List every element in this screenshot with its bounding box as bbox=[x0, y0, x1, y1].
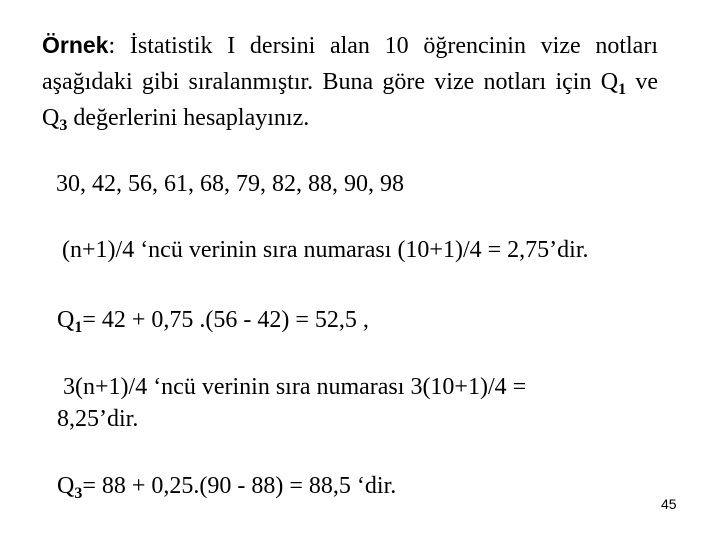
q1-calculation bbox=[57, 304, 369, 336]
q3-subscript: 3 bbox=[59, 117, 68, 134]
q1-rank-formula: (n+1)/4 ‘ncü verinin sıra numarası (10+1)/4 = 2,75’dir. bbox=[62, 237, 589, 263]
q3-rank-line2: 8,25’dir. bbox=[57, 406, 139, 432]
q3-symbol: Q bbox=[57, 473, 75, 499]
q1-subscript: 1 bbox=[618, 81, 627, 98]
q3-rank-formula bbox=[57, 371, 657, 435]
q3-calc-subscript: 3 bbox=[74, 485, 83, 502]
q1-formula: = 42 + 0,75 .(56 - 42) = 52,5 , bbox=[82, 307, 369, 333]
q1-symbol: Q bbox=[57, 307, 75, 333]
problem-text-part3: değerlerini hesaplayınız. bbox=[67, 105, 310, 131]
problem-text-part1: : İstatistik I dersini alan 10 öğrencinin vize notları aşağıdaki gibi sıralanmıştır. Buna göre vize notları için Q bbox=[42, 33, 658, 95]
q1-calc-subscript: 1 bbox=[74, 319, 83, 336]
sorted-data-values: 30, 42, 56, 61, 68, 79, 82, 88, 90, 98 bbox=[56, 171, 404, 197]
problem-text-part2: ve Q bbox=[42, 69, 658, 131]
q3-rank-line1: 3(n+1)/4 ‘ncü verinin sıra numarası 3(10+1)/4 = bbox=[63, 374, 527, 400]
page-number: 45 bbox=[661, 496, 677, 512]
q3-calculation bbox=[57, 470, 396, 502]
example-label: Örnek bbox=[42, 32, 109, 58]
q3-formula: = 88 + 0,25.(90 - 88) = 88,5 ‘dir. bbox=[82, 473, 397, 499]
problem-statement bbox=[42, 27, 658, 136]
